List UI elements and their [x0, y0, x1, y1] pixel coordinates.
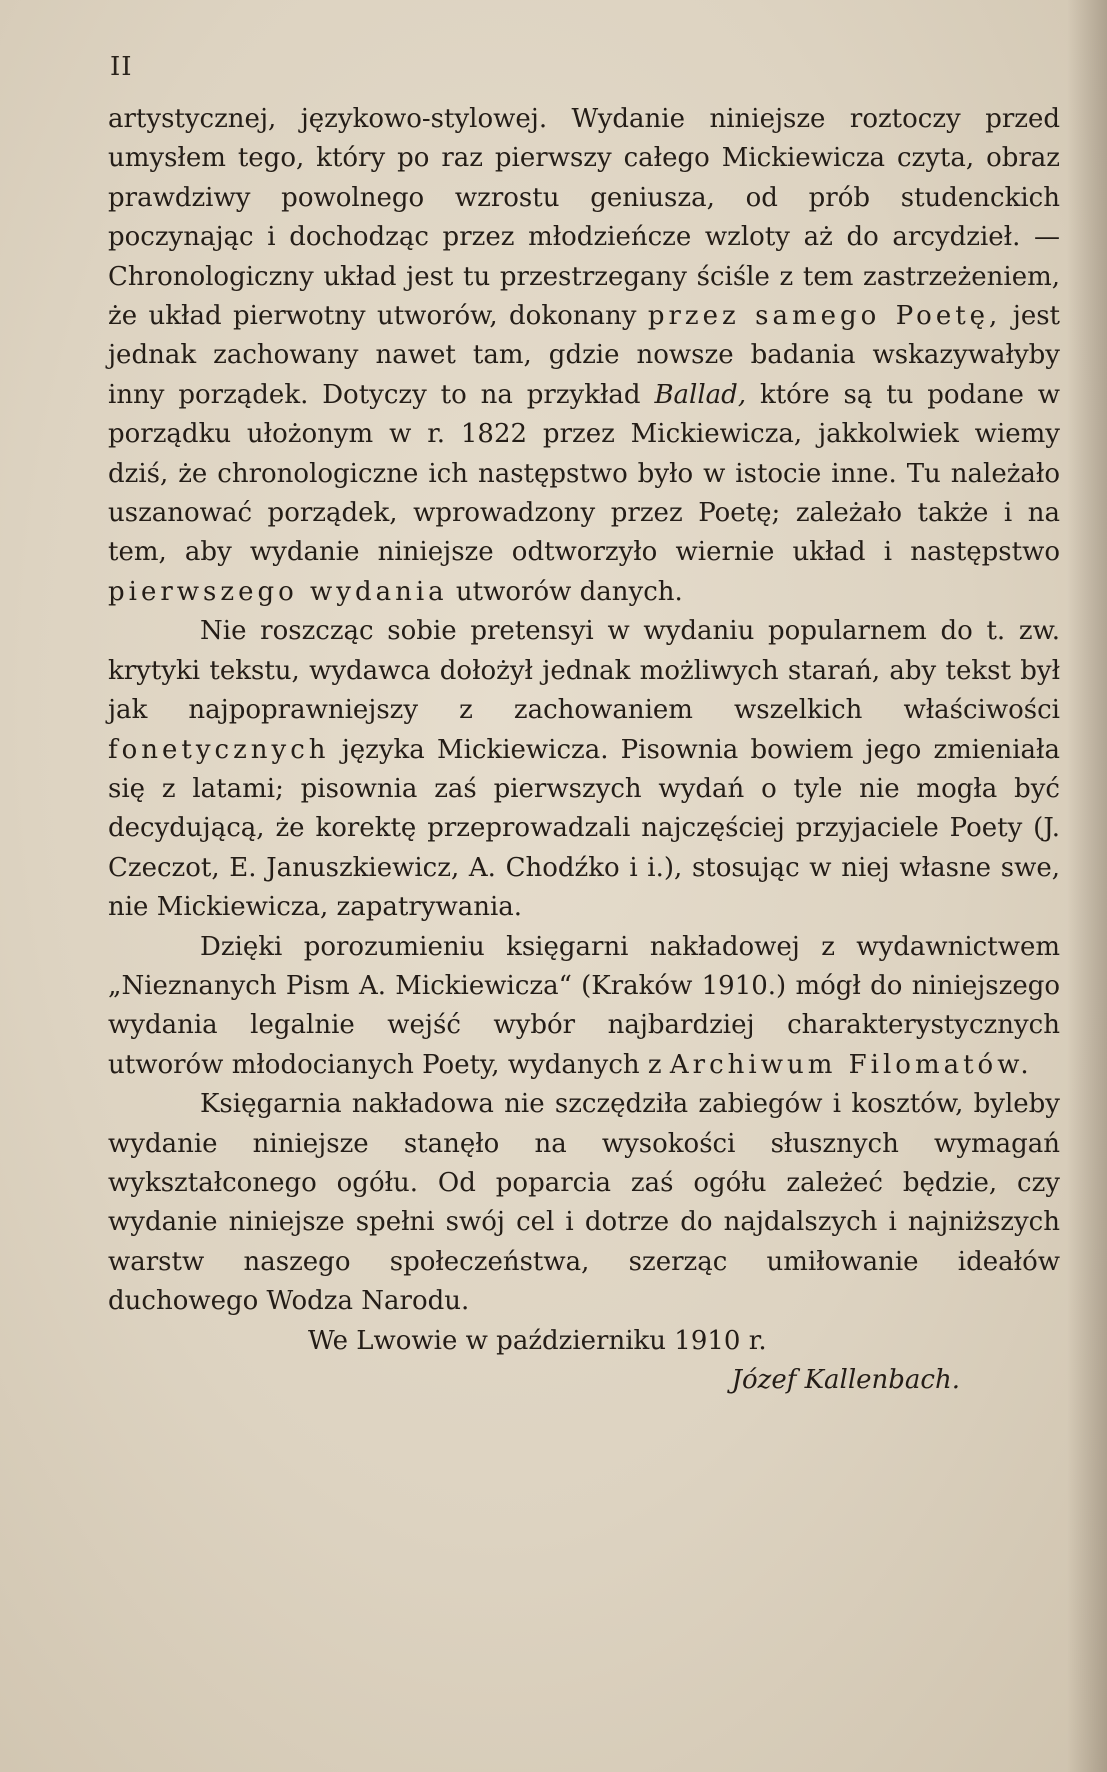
paragraph-2: [108, 612, 1060, 927]
paragraph-3: [108, 928, 1060, 1086]
paragraph-2-spaced-1: fonetycznych: [108, 734, 330, 765]
paragraph-3-part-1: Dzięki porozumieniu księgarni nakładowej z wydawnictwem „Nieznanych Pism A. Mickiewicza“ (Kraków 1910.) mógł do niniejszego wydania legalnie wejść wybór najbardziej charakterystycznych utworów młodocianych Poety, wydanych z: [108, 931, 1060, 1080]
paragraph-2-part-2: języka Mickiewicza. Pisownia bowiem jego zmieniała się z latami; pisownia zaś pierwszych wydań o tyle nie mogła być decydującą, że korektę przeprowadzali najczęściej przyjaciele Poety (J. Czeczot, E. Januszkiewicz, A. Chodźko i i.), stosując w niej własne swe, nie Mickiewicza, zapatrywania.: [108, 734, 1060, 923]
paragraph-3-spaced-1: Archiwum Filomatów.: [669, 1049, 1033, 1080]
paragraph-1: [108, 100, 1060, 612]
paragraph-1-part-2: jest jednak zachowany nawet tam, gdzie nowsze badania wskazywałyby inny porządek. Dotyczy to na przykład: [108, 301, 1060, 410]
paragraph-4: Księgarnia nakładowa nie szczędziła zabiegów i kosztów, byleby wydanie niniejsze stanęło na wysokości słusznych wymagań wykształconego ogółu. Od poparcia zaś ogółu zależeć będzie, czy wydanie niniejsze spełni swój cel i dotrze do najdalszych i najniższych warstw naszego społeczeństwa, szerząc umiłowanie ideałów duchowego Wodza Narodu.: [108, 1089, 1060, 1317]
paragraph-1-part-1: artystycznej, językowo-stylowej. Wydanie niniejsze roztoczy przed umysłem tego, który po raz pierwszy całego Mickiewicza czyta, obraz prawdziwy powolnego wzrostu geniusza, od prób studenckich poczynając i dochodząc przez młodzieńcze wzloty aż do arcydzieł. — Chronologiczny układ jest tu przestrzegany ściśle z tem zastrzeżeniem, że układ pierwotny utworów, dokonany: [108, 104, 1060, 332]
page-number: II: [110, 52, 133, 82]
paragraph-1-spaced-2: pierwszego wydania: [108, 576, 448, 607]
paragraph-1-italic-1: Ballad,: [654, 379, 747, 410]
page-edge-shadow: [1067, 0, 1107, 1772]
paragraph-1-part-3: które są tu podane w porządku ułożonym w r. 1822 przez Mickiewicza, jakkolwiek wiemy dziś, że chronologiczne ich następstwo było w istocie inne. Tu należało uszanować porządek, wprowadzony przez Poetę; zależało także i na tem, aby wydanie niniejsze odtworzyło wiernie układ i następstwo: [108, 379, 1060, 568]
paragraph-2-part-1: Nie roszcząc sobie pretensyi w wydaniu popularnem do t. zw. krytyki tekstu, wydawca dołożył jednak możliwych starań, aby tekst był jak najpoprawniejszy z zachowaniem wszelkich właściwości: [108, 616, 1060, 726]
signature: Józef Kallenbach.: [731, 1365, 960, 1395]
paragraph-1-spaced-1: przez samego Poetę,: [647, 301, 1002, 332]
main-text: [108, 100, 1060, 1400]
place-and-date: We Lwowie w październiku 1910 r.: [308, 1325, 767, 1356]
paragraph-1-part-4: utworów danych.: [447, 576, 683, 607]
